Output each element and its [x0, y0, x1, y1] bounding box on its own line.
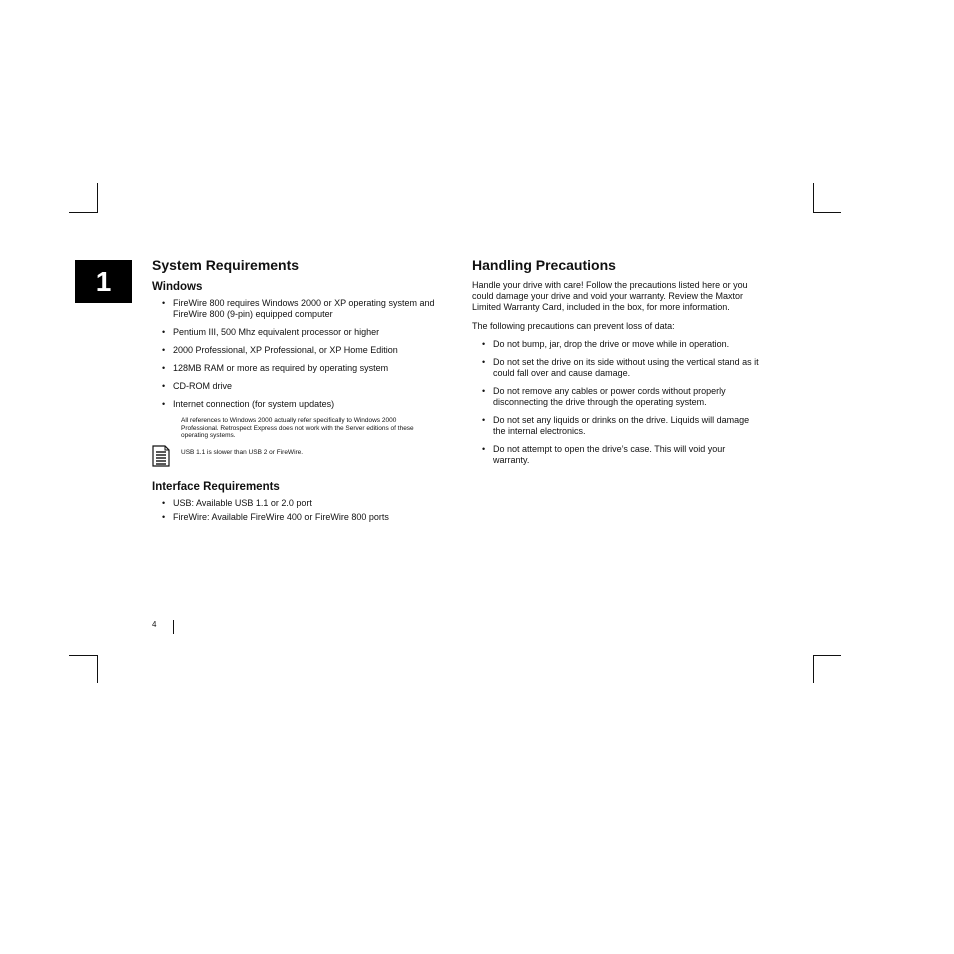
list-item: • Do not set the drive on its side without using the vertical stand as it could fall over and cause damage. [472, 357, 762, 379]
list-item: • USB: Available USB 1.1 or 2.0 port [152, 498, 442, 509]
crop-mark-bottom-right-horizontal [813, 655, 841, 656]
lead-paragraph: The following precautions can prevent loss of data: [472, 321, 675, 331]
list-item: • CD-ROM drive [152, 381, 442, 392]
subheading-windows: Windows [152, 281, 203, 293]
crop-mark-top-left-horizontal [69, 212, 98, 213]
system-requirements-section [152, 256, 442, 526]
section-title-system-requirements: System Requirements [152, 257, 300, 273]
interface-requirements-list [152, 498, 442, 523]
crop-mark-bottom-right-vertical [813, 655, 814, 683]
intro-paragraph: Handle your drive with care! Follow the precautions listed here or you could damage your drive and void your warranty. Review the Maxtor Limited Warranty Card, included in the box, for more information. [472, 280, 748, 312]
section-title-handling-precautions: Handling Precautions [472, 257, 616, 273]
note-block [181, 417, 442, 456]
handling-precautions-section [472, 256, 762, 473]
chapter-tab: 1 [75, 260, 132, 303]
list-item: • Do not set any liquids or drinks on the drive. Liquids will damage the internal electronics. [472, 415, 762, 437]
list-item: • FireWire 800 requires Windows 2000 or XP operating system and FireWire 800 (9-pin) equipped computer [152, 298, 442, 320]
list-item: • 2000 Professional, XP Professional, or XP Home Edition [152, 345, 442, 356]
windows-requirements-list [152, 298, 442, 410]
list-item: • Do not bump, jar, drop the drive or move while in operation. [472, 339, 762, 350]
list-item: • Do not remove any cables or power cords without properly disconnecting the drive through the operating system. [472, 386, 762, 408]
list-item: • Internet connection (for system updates) [152, 399, 442, 410]
crop-mark-bottom-left-vertical [97, 655, 98, 683]
list-item: • Do not attempt to open the drive’s case. This will void your warranty. [472, 444, 762, 466]
note-page-icon [152, 445, 170, 467]
precautions-list [472, 339, 762, 466]
crop-mark-top-right-horizontal [813, 212, 841, 213]
folio-rule [173, 620, 174, 634]
list-item: • Pentium III, 500 Mhz equivalent processor or higher [152, 327, 442, 338]
crop-mark-top-left-vertical [97, 183, 98, 212]
crop-mark-top-right-vertical [813, 183, 814, 212]
note-usb-speed: USB 1.1 is slower than USB 2 or FireWire. [181, 448, 304, 456]
crop-mark-bottom-left-horizontal [69, 655, 98, 656]
page-number: 4 [152, 620, 157, 629]
subheading-interface-requirements: Interface Requirements [152, 481, 280, 493]
note-windows-2000: All references to Windows 2000 actually refer specifically to Windows 2000 Professional. Retrospect Express does not work with the Server editions of these operating systems. [181, 417, 414, 439]
list-item: • 128MB RAM or more as required by operating system [152, 363, 442, 374]
list-item: • FireWire: Available FireWire 400 or FireWire 800 ports [152, 512, 442, 523]
